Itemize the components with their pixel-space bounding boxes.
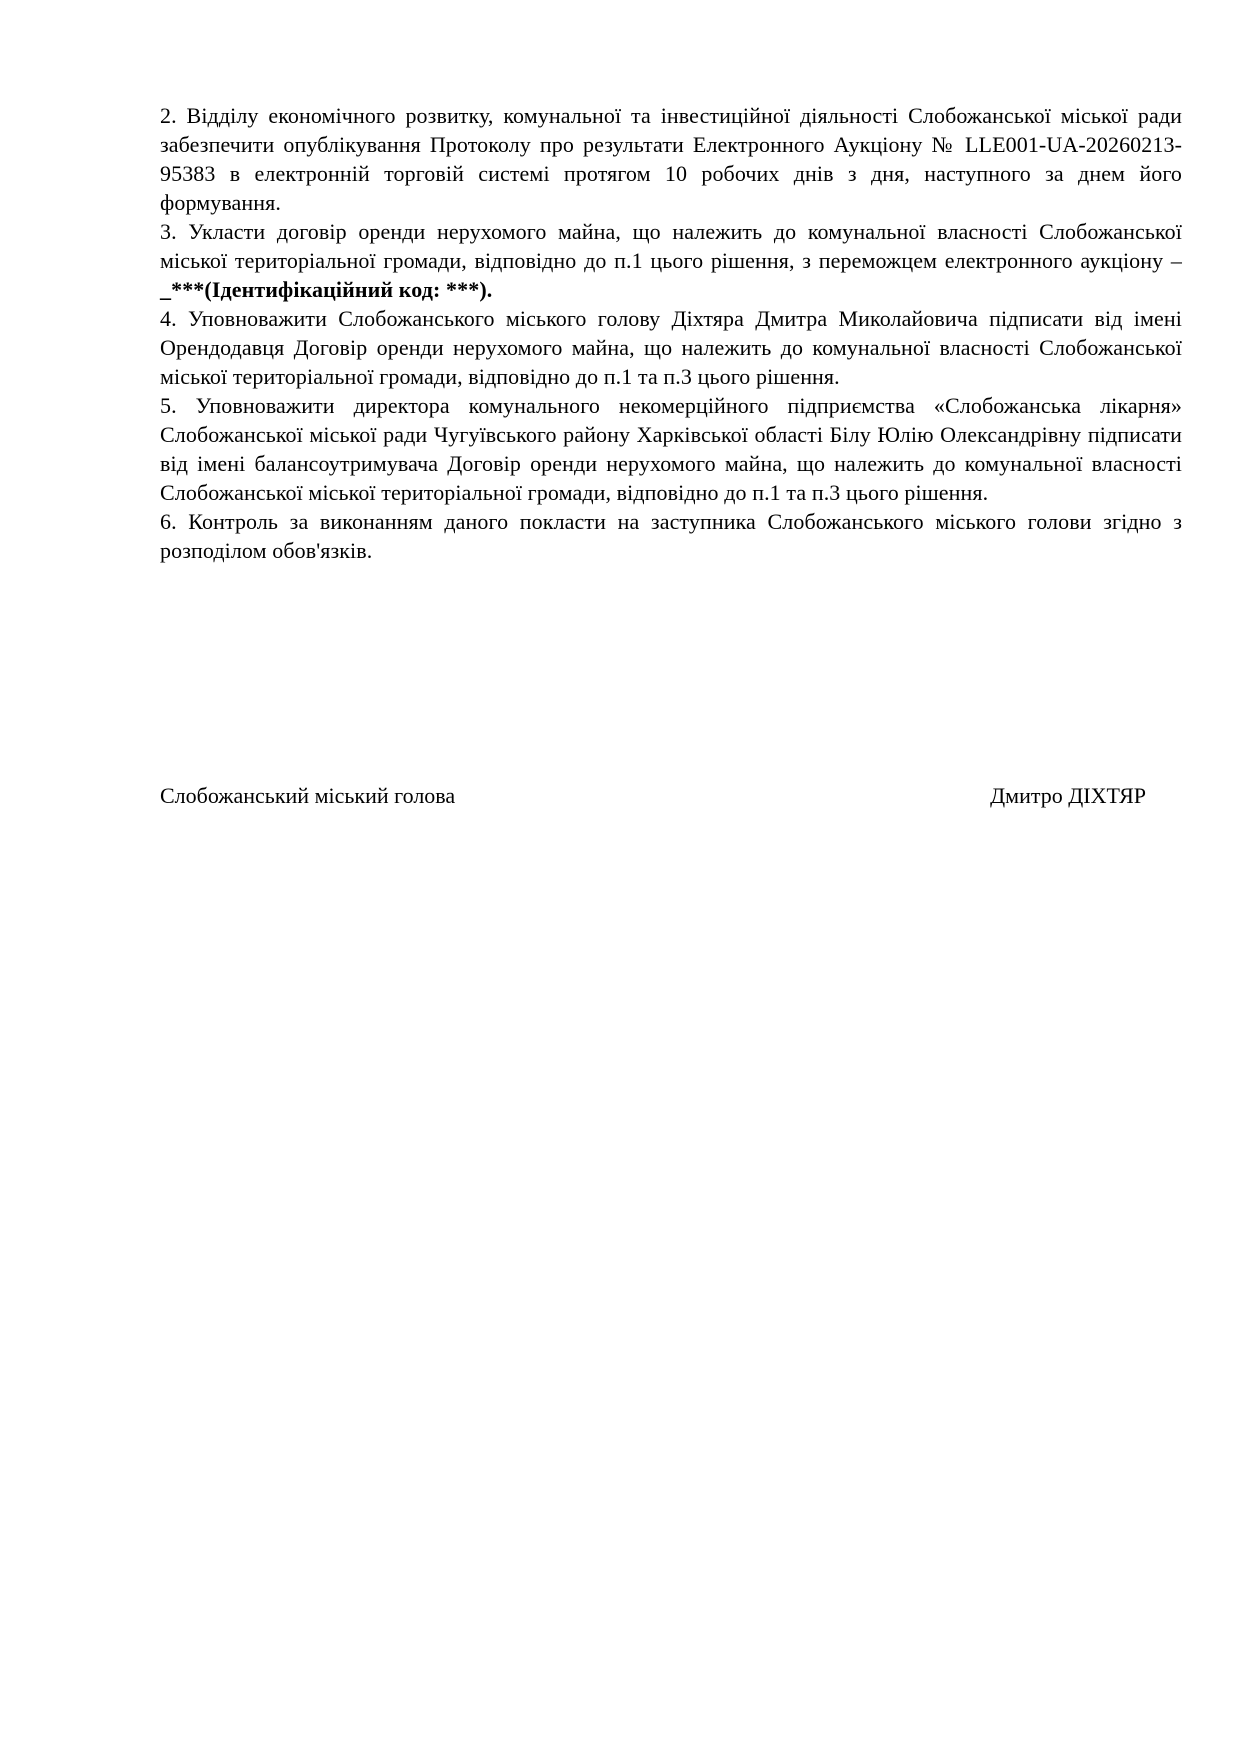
- paragraph-2: 2. Відділу економічного розвитку, комунальної та інвестиційної діяльності Слобожанської міської ради забезпечити опублікування Протоколу про результати Електронного Аукціону № LLE001-UA-20260213-95383 в електронній торговій системі протягом 10 робочих днів з дня, наступного за днем його формування.: [160, 103, 1182, 215]
- document-body: [160, 101, 1182, 565]
- paragraph-5: 5. Уповноважити директора комунального некомерційного підприємства «Слобожанська лікарня» Слобожанської міської ради Чугуївського району Харківської області Білу Юлію Олександрівну підписати від імені балансоутримувача Договір оренди нерухомого майна, що належить до комунальної власності Слобожанської міської територіальної громади, відповідно до п.1 та п.3 цього рішення.: [160, 393, 1182, 505]
- signature-name: Дмитро ДІХТЯР: [990, 783, 1146, 808]
- paragraph-3-redacted-code: _***(Ідентифікаційний код: ***).: [160, 277, 493, 302]
- signature-title: Слобожанський міський голова: [160, 783, 456, 808]
- paragraph-6: 6. Контроль за виконанням даного покласти на заступника Слобожанського міського голови згідно з розподілом обов'язків.: [160, 509, 1182, 563]
- signature-block: [160, 781, 1146, 810]
- paragraph-3: [160, 217, 1182, 304]
- paragraph-4: 4. Уповноважити Слобожанського міського голову Діхтяра Дмитра Миколайовича підписати від імені Орендодавця Договір оренди нерухомого майна, що належить до комунальної власності Слобожанської міської територіальної громади, відповідно до п.1 та п.3 цього рішення.: [160, 306, 1182, 389]
- paragraph-3-text: 3. Укласти договір оренди нерухомого майна, що належить до комунальної власності Слобожанської міської територіальної громади, відповідно до п.1 цього рішення, з переможцем електронного аукціону –: [160, 219, 1182, 273]
